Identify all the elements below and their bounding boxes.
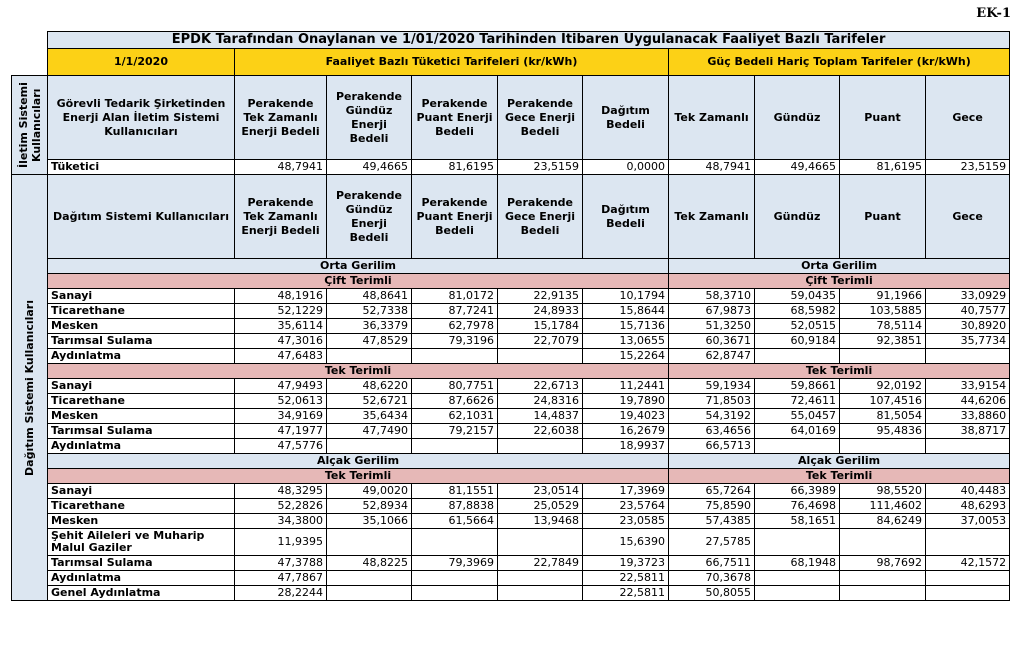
cell: 14,4837 [498,409,583,424]
cell: 65,7264 [669,484,755,499]
table-row [12,586,1010,601]
section-og-left: Orta Gerilim [48,259,669,274]
cell: 34,3800 [235,514,327,529]
cell: 40,4483 [926,484,1010,499]
table-row [12,424,1010,439]
row-label: Tüketici [48,160,235,175]
cell: 47,3016 [235,334,327,349]
cell: 19,7890 [583,394,669,409]
cell [840,349,926,364]
cell: 87,7241 [412,304,498,319]
col-header: Perakende Tek Zamanlı Enerji Bedeli [235,175,327,259]
cell: 38,8717 [926,424,1010,439]
col-header: Gece [926,76,1010,160]
cell: 37,0053 [926,514,1010,529]
cell: 15,8644 [583,304,669,319]
cell [327,529,412,556]
cell: 72,4611 [755,394,840,409]
cell: 11,9395 [235,529,327,556]
subsection-ag-tek-row [12,469,1010,484]
dagitim-header-first: Dağıtım Sistemi Kullanıcıları [48,175,235,259]
cell [498,586,583,601]
cell: 60,9184 [755,334,840,349]
cell: 35,7734 [926,334,1010,349]
annex-label: EK-1 [976,6,1011,21]
cell: 61,5664 [412,514,498,529]
cell [755,439,840,454]
cell [840,529,926,556]
cell: 25,0529 [498,499,583,514]
table-row [12,304,1010,319]
row-label: Genel Aydınlatma [48,586,235,601]
col-header: Perakende Puant Enerji Bedeli [412,76,498,160]
iletim-side-label: İletim Sistemi Kullanıcıları [12,76,48,175]
cell: 62,8747 [669,349,755,364]
cell: 81,0172 [412,289,498,304]
table-row [12,484,1010,499]
cell: 52,2826 [235,499,327,514]
cell: 70,3678 [669,571,755,586]
cell: 36,3379 [327,319,412,334]
cell: 68,5982 [755,304,840,319]
cell: 18,9937 [583,439,669,454]
cell: 52,6721 [327,394,412,409]
cell: 35,1066 [327,514,412,529]
cell: 58,1651 [755,514,840,529]
cell: 47,3788 [235,556,327,571]
row-label: Tarımsal Sulama [48,424,235,439]
subsection-og-cift-left: Çift Terimli [48,274,669,289]
table-row [12,439,1010,454]
cell: 17,3969 [583,484,669,499]
row-label: Aydınlatma [48,571,235,586]
cell: 22,9135 [498,289,583,304]
cell: 35,6434 [327,409,412,424]
iletim-header-first: Görevli Tedarik Şirketinden Enerji Alan İletim Sistemi Kullanıcıları [48,76,235,160]
cell [926,529,1010,556]
col-header: Dağıtım Bedeli [583,76,669,160]
cell [755,571,840,586]
cell: 22,7079 [498,334,583,349]
col-header: Gündüz [755,175,840,259]
cell: 15,1784 [498,319,583,334]
cell: 50,8055 [669,586,755,601]
cell: 48,6293 [926,499,1010,514]
cell: 98,5520 [840,484,926,499]
subsection-og-tek-row [12,364,1010,379]
col-header: Tek Zamanlı [669,175,755,259]
col-header: Puant [840,76,926,160]
tariff-table [11,31,1010,601]
cell: 81,6195 [412,160,498,175]
cell [840,571,926,586]
row-label: Sanayi [48,289,235,304]
subsection-og-tek-left: Tek Terimli [48,364,669,379]
cell [498,571,583,586]
col-header: Puant [840,175,926,259]
table-row [12,160,1010,175]
cell: 13,9468 [498,514,583,529]
cell [755,349,840,364]
cell: 47,9493 [235,379,327,394]
cell [755,586,840,601]
section-og-right: Orta Gerilim [669,259,1010,274]
cell: 49,4665 [327,160,412,175]
cell: 62,7978 [412,319,498,334]
cell: 33,9154 [926,379,1010,394]
cell: 22,6038 [498,424,583,439]
cell: 91,1966 [840,289,926,304]
cell: 23,5764 [583,499,669,514]
cell: 64,0169 [755,424,840,439]
cell: 52,8934 [327,499,412,514]
cell [498,349,583,364]
cell: 19,3723 [583,556,669,571]
table-row [12,514,1010,529]
cell: 48,6220 [327,379,412,394]
cell: 52,0613 [235,394,327,409]
cell [840,586,926,601]
subsection-og-tek-right: Tek Terimli [669,364,1010,379]
row-label: Sanayi [48,484,235,499]
table-row [12,349,1010,364]
cell: 47,1977 [235,424,327,439]
cell [498,529,583,556]
cell: 27,5785 [669,529,755,556]
row-label: Mesken [48,319,235,334]
cell: 68,1948 [755,556,840,571]
cell: 71,8503 [669,394,755,409]
cell: 47,8529 [327,334,412,349]
cell: 111,4602 [840,499,926,514]
cell [412,571,498,586]
cell: 75,8590 [669,499,755,514]
cell: 55,0457 [755,409,840,424]
row-label: Ticarethane [48,394,235,409]
subsection-ag-tek-left: Tek Terimli [48,469,669,484]
cell: 15,7136 [583,319,669,334]
subsection-og-cift-right: Çift Terimli [669,274,1010,289]
section-ag-left: Alçak Gerilim [48,454,669,469]
cell: 33,8860 [926,409,1010,424]
cell: 48,1916 [235,289,327,304]
cell: 40,7577 [926,304,1010,319]
cell: 0,0000 [583,160,669,175]
cell: 47,6483 [235,349,327,364]
table-row [12,394,1010,409]
cell [840,439,926,454]
cell: 34,9169 [235,409,327,424]
cell: 22,5811 [583,586,669,601]
cell: 87,8838 [412,499,498,514]
cell: 28,2244 [235,586,327,601]
cell: 24,8933 [498,304,583,319]
cell: 62,1031 [412,409,498,424]
cell: 107,4516 [840,394,926,409]
cell: 57,4385 [669,514,755,529]
cell: 78,5114 [840,319,926,334]
table-row [12,379,1010,394]
total-tariff-header: Güç Bedeli Hariç Toplam Tarifeler (kr/kWh) [669,49,1010,76]
table-row [12,571,1010,586]
cell: 52,1229 [235,304,327,319]
row-label: Şehit Aileleri ve Muharip Malul Gaziler [48,529,235,556]
cell [412,349,498,364]
col-header: Perakende Tek Zamanlı Enerji Bedeli [235,76,327,160]
row-label: Tarımsal Sulama [48,334,235,349]
cell: 10,1794 [583,289,669,304]
col-header: Dağıtım Bedeli [583,175,669,259]
cell: 66,7511 [669,556,755,571]
cell [327,439,412,454]
subsection-og-cift-row [12,274,1010,289]
col-header: Perakende Gündüz Enerji Bedeli [327,76,412,160]
cell: 19,4023 [583,409,669,424]
cell [412,529,498,556]
cell: 33,0929 [926,289,1010,304]
cell: 87,6626 [412,394,498,409]
cell: 49,4665 [755,160,840,175]
cell: 59,0435 [755,289,840,304]
cell: 81,5054 [840,409,926,424]
cell: 79,3969 [412,556,498,571]
col-header: Gece [926,175,1010,259]
col-header: Perakende Puant Enerji Bedeli [412,175,498,259]
cell: 95,4836 [840,424,926,439]
cell: 84,6249 [840,514,926,529]
cell: 51,3250 [669,319,755,334]
date-header: 1/1/2020 [48,49,235,76]
cell: 23,5159 [498,160,583,175]
cell [926,439,1010,454]
dagitim-side-label: Dağıtım Sistemi Kullanıcıları [12,175,48,601]
table-title: EPDK Tarafından Onaylanan ve 1/01/2020 Tarihinden İtibaren Uygulanacak Faaliyet Bazlı Tarifeler [48,32,1010,49]
section-og-row [12,259,1010,274]
cell: 16,2679 [583,424,669,439]
cell: 63,4656 [669,424,755,439]
row-label: Mesken [48,514,235,529]
col-header: Tek Zamanlı [669,76,755,160]
cell [498,439,583,454]
cell: 48,7941 [235,160,327,175]
cell: 35,6114 [235,319,327,334]
cell [755,529,840,556]
cell: 30,8920 [926,319,1010,334]
col-header: Perakende Gece Enerji Bedeli [498,76,583,160]
table-row [12,529,1010,556]
cell: 48,3295 [235,484,327,499]
cell [926,349,1010,364]
table-row [12,499,1010,514]
cell: 48,7941 [669,160,755,175]
table-row [12,334,1010,349]
cell: 58,3710 [669,289,755,304]
cell: 48,8641 [327,289,412,304]
cell [926,586,1010,601]
col-header: Gündüz [755,76,840,160]
cell: 59,8661 [755,379,840,394]
cell: 81,1551 [412,484,498,499]
cell: 47,7490 [327,424,412,439]
cell [327,571,412,586]
row-label: Aydınlatma [48,439,235,454]
table-row [12,556,1010,571]
row-label: Aydınlatma [48,349,235,364]
cell: 79,2157 [412,424,498,439]
row-label: Mesken [48,409,235,424]
row-label: Tarımsal Sulama [48,556,235,571]
subsection-ag-tek-right: Tek Terimli [669,469,1010,484]
col-header: Perakende Gündüz Enerji Bedeli [327,175,412,259]
row-label: Sanayi [48,379,235,394]
cell: 60,3671 [669,334,755,349]
row-label: Ticarethane [48,304,235,319]
cell: 80,7751 [412,379,498,394]
cell: 66,5713 [669,439,755,454]
cell: 92,3851 [840,334,926,349]
cell: 92,0192 [840,379,926,394]
cell: 23,5159 [926,160,1010,175]
cell: 52,0515 [755,319,840,334]
table-row [12,289,1010,304]
section-ag-right: Alçak Gerilim [669,454,1010,469]
cell: 22,7849 [498,556,583,571]
cell: 103,5885 [840,304,926,319]
section-ag-row [12,454,1010,469]
cell: 42,1572 [926,556,1010,571]
cell [926,571,1010,586]
cell: 44,6206 [926,394,1010,409]
cell: 47,5776 [235,439,327,454]
cell: 98,7692 [840,556,926,571]
cell [412,586,498,601]
cell: 11,2441 [583,379,669,394]
cell: 79,3196 [412,334,498,349]
cell: 59,1934 [669,379,755,394]
table-row [12,319,1010,334]
cell: 15,6390 [583,529,669,556]
cell: 23,0585 [583,514,669,529]
cell [412,439,498,454]
cell: 76,4698 [755,499,840,514]
cell [327,349,412,364]
cell: 22,6713 [498,379,583,394]
col-header: Perakende Gece Enerji Bedeli [498,175,583,259]
cell: 48,8225 [327,556,412,571]
cell: 15,2264 [583,349,669,364]
cell: 24,8316 [498,394,583,409]
cell: 66,3989 [755,484,840,499]
consumer-tariff-header: Faaliyet Bazlı Tüketici Tarifeleri (kr/kWh) [235,49,669,76]
cell: 49,0020 [327,484,412,499]
cell: 23,0514 [498,484,583,499]
cell: 54,3192 [669,409,755,424]
cell: 81,6195 [840,160,926,175]
cell: 67,9873 [669,304,755,319]
cell: 47,7867 [235,571,327,586]
cell: 52,7338 [327,304,412,319]
row-label: Ticarethane [48,499,235,514]
cell [327,586,412,601]
table-row [12,409,1010,424]
cell: 22,5811 [583,571,669,586]
cell: 13,0655 [583,334,669,349]
